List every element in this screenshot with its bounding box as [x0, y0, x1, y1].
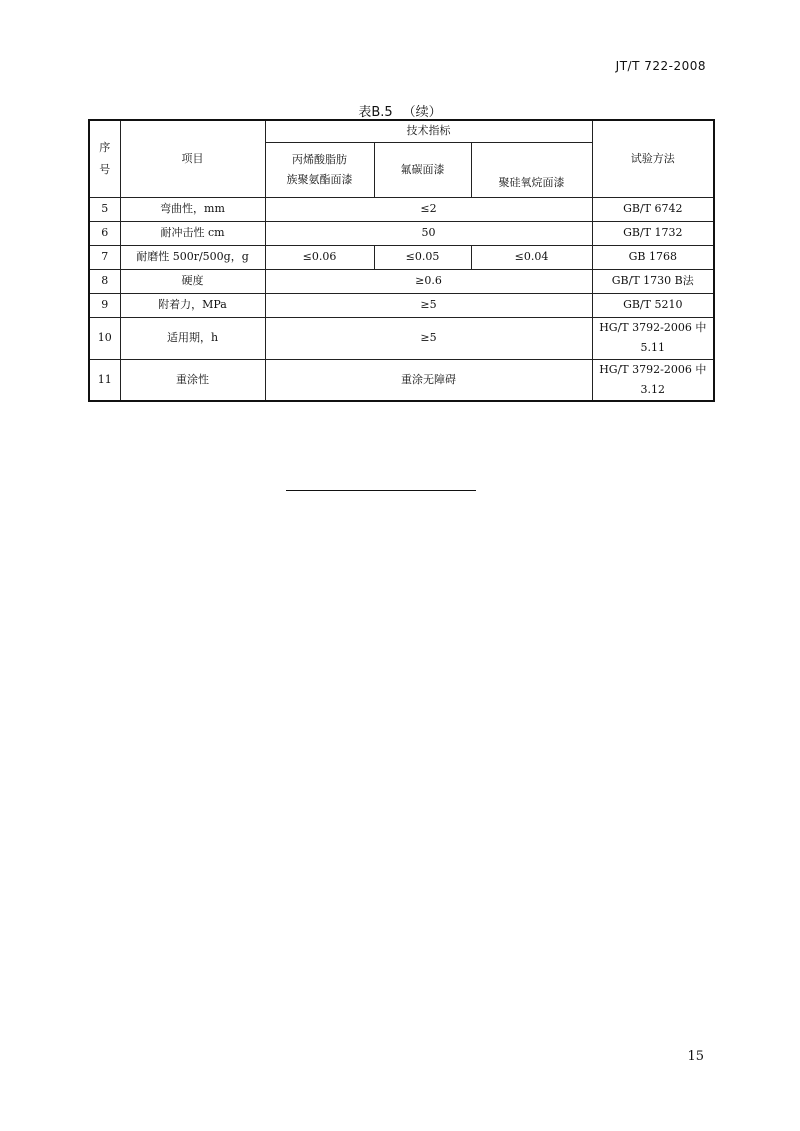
row-method-line1: HG/T 3792-2006 中	[599, 321, 707, 334]
row-seq: 9	[89, 293, 120, 317]
table-row	[89, 293, 714, 317]
header-sub1	[265, 142, 374, 197]
row-item: 适用期，h	[120, 317, 265, 359]
end-of-document-rule	[286, 490, 476, 491]
row-method: GB/T 6742	[592, 197, 714, 221]
row-seq: 8	[89, 269, 120, 293]
spec-table	[88, 119, 715, 402]
row-value: ≥5	[265, 293, 592, 317]
row-seq: 11	[89, 359, 120, 401]
table-row	[89, 317, 714, 359]
row-value: ≥0.6	[265, 269, 592, 293]
table-row	[89, 197, 714, 221]
table-caption-label: 表B.5	[358, 105, 393, 120]
row-method	[592, 317, 714, 359]
row-item: 弯曲性，mm	[120, 197, 265, 221]
standard-code: JT/T 722-2008	[615, 59, 706, 73]
row-item: 耐磨性 500r/500g，g	[120, 245, 265, 269]
row-seq: 6	[89, 221, 120, 245]
header-sub2: 氟碳面漆	[374, 142, 471, 197]
row-item: 耐冲击性 cm	[120, 221, 265, 245]
row-value: 50	[265, 221, 592, 245]
header-item: 项目	[120, 120, 265, 197]
row-item: 重涂性	[120, 359, 265, 401]
row-method: GB/T 1732	[592, 221, 714, 245]
row-value-sub1: ≤0.06	[265, 245, 374, 269]
row-method: GB/T 1730 B法	[592, 269, 714, 293]
row-item: 附着力，MPa	[120, 293, 265, 317]
table-row	[89, 221, 714, 245]
header-seq	[89, 120, 120, 197]
row-value: 重涂无障碍	[265, 359, 592, 401]
header-sub3: 聚硅氧烷面漆	[471, 142, 592, 197]
table-header-row	[89, 120, 714, 142]
row-method-line2: 5.11	[640, 341, 666, 354]
table-caption	[0, 101, 800, 120]
header-tech-indicator: 技术指标	[265, 120, 592, 142]
row-seq: 10	[89, 317, 120, 359]
page-number: 15	[687, 1049, 704, 1064]
row-seq: 5	[89, 197, 120, 221]
row-method: GB 1768	[592, 245, 714, 269]
table-row	[89, 269, 714, 293]
table-caption-suffix: （续）	[402, 105, 442, 120]
row-method-line2: 3.12	[640, 382, 666, 396]
row-value: ≤2	[265, 197, 592, 221]
header-seq-text: 序号	[99, 140, 111, 176]
header-sub1-line1: 丙烯酸脂肪	[292, 152, 347, 166]
row-value-sub3: ≤0.04	[471, 245, 592, 269]
header-sub1-line2: 族聚氨酯面漆	[286, 172, 353, 186]
row-seq: 7	[89, 245, 120, 269]
row-value: ≥5	[265, 317, 592, 359]
row-method	[592, 359, 714, 401]
header-method: 试验方法	[592, 120, 714, 197]
row-method-line1: HG/T 3792-2006 中	[599, 362, 707, 376]
table-row	[89, 245, 714, 269]
row-value-sub2: ≤0.05	[374, 245, 471, 269]
row-item: 硬度	[120, 269, 265, 293]
table-row	[89, 359, 714, 401]
row-method: GB/T 5210	[592, 293, 714, 317]
